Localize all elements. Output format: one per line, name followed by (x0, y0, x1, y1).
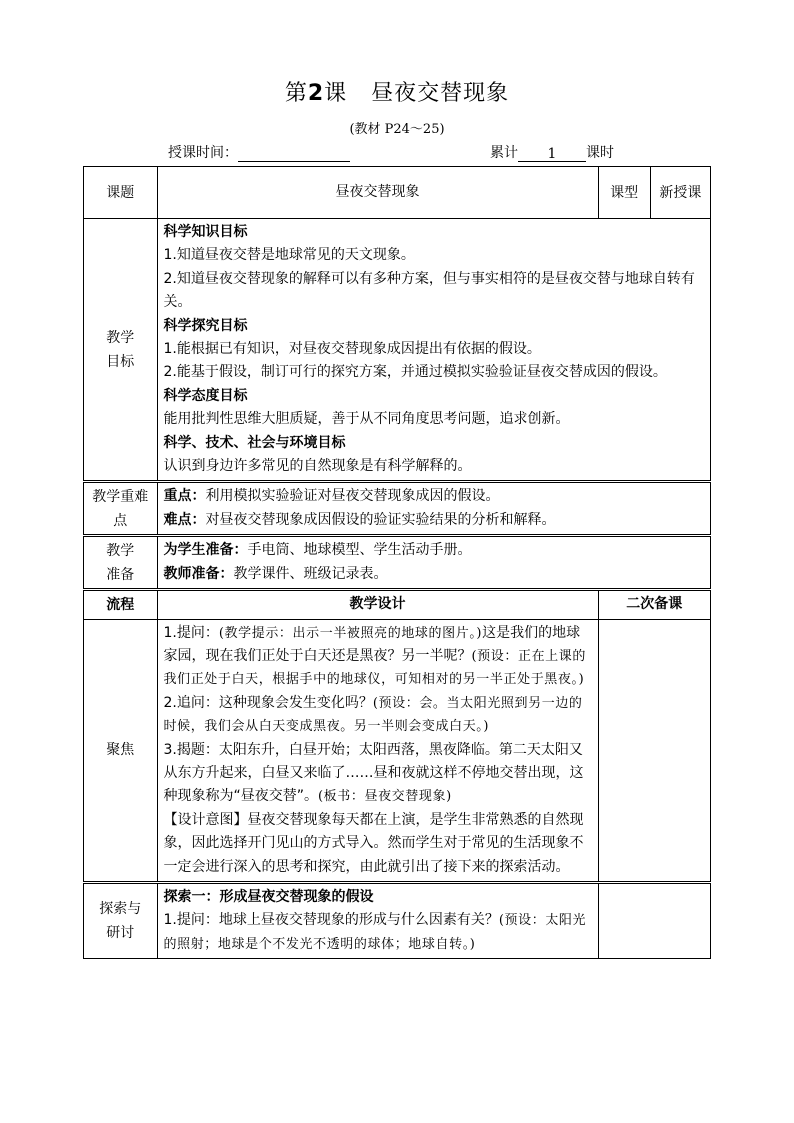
text: 这是我们的地球家园，现在我们正处于白天还是黑夜？另一半呢？ (163, 624, 581, 664)
explore-stage-label: 探索与研讨 (84, 882, 158, 958)
count-field: 1 (518, 146, 586, 162)
focus-para-1 (164, 622, 592, 692)
second-prep-header: 二次备课 (598, 590, 710, 619)
text: 1.提问：地球上昼夜交替现象的形成与什么因素有关？ (163, 912, 499, 929)
explore-para-1 (164, 909, 592, 956)
time-label: 授课时间： (168, 145, 238, 161)
goals-content (157, 219, 711, 482)
goal-heading-attitude: 科学态度目标 (163, 387, 248, 404)
intent-label: 【设计意图】 (163, 811, 248, 828)
topic-value: 昼夜交替现象 (157, 167, 598, 219)
focus-label: 重点： (163, 488, 206, 505)
goal-item: 能用批判性思维大胆质疑，善于从不同角度思考问题，追求创新。 (163, 411, 570, 428)
design-header: 教学设计 (157, 590, 598, 619)
lesson-name: 昼夜交替现象 (371, 81, 510, 106)
lesson-number: 2 (307, 81, 325, 106)
teacher-prep-text: 教学课件、班级记录表。 (233, 565, 388, 582)
difficulty-text: 对昼夜交替现象成因假设的验证实验结果的分析和解释。 (205, 511, 556, 528)
focus-stage-label: 聚焦 (84, 619, 158, 882)
row-focus (84, 619, 711, 882)
goal-item: 1.能根据已有知识，对昼夜交替现象成因提出有依据的假设。 (163, 341, 541, 358)
lesson-suffix: 课 (324, 81, 348, 106)
goal-item: 2.能基于假设，制订可行的探究方案，并通过模拟实验验证昼夜交替成因的假设。 (163, 364, 667, 381)
topic-label: 课题 (84, 167, 158, 219)
student-prep-text: 手电筒、地球模型、学生活动手册。 (247, 542, 472, 559)
text: 1.提问： (163, 624, 219, 641)
goal-heading-stse: 科学、技术、社会与环境目标 (163, 434, 346, 451)
preset-note: (预设：会。当太阳光照到另一边的时候，我们会从白天变成黑夜。另一半则会变成白天。) (163, 695, 583, 735)
row-goals (84, 219, 711, 482)
focus-text: 利用模拟实验验证对昼夜交替现象成因的假设。 (205, 488, 500, 505)
difficulty-line (164, 509, 705, 532)
goal-item: 认识到身边许多常见的自然现象是有科学解释的。 (163, 458, 472, 475)
second-prep-cell (598, 882, 710, 958)
board-note: (板书：昼夜交替现象) (318, 789, 452, 805)
prep-label: 教学准备 (84, 536, 158, 590)
second-prep-cell (598, 619, 710, 882)
prep-content (157, 536, 711, 590)
teaching-note: (教学提示：出示一半被照亮的地球的图片。) (218, 625, 483, 641)
lesson-plan-table (83, 166, 711, 959)
explore-content (157, 882, 598, 958)
keypoints-label: 教学重难点 (84, 482, 158, 536)
lesson-prefix: 第 (284, 81, 308, 106)
goal-item: 2.知道昼夜交替现象的解释可以有多种方案，但与事实相符的是昼夜交替与地球自转有关。 (163, 270, 695, 311)
design-intent (164, 809, 592, 879)
text: 2.追问：这种现象会发生变化吗？ (163, 694, 373, 711)
goals-label: 教学目标 (84, 219, 158, 482)
focus-line (164, 485, 705, 508)
goal-item: 1.知道昼夜交替是地球常见的天文现象。 (163, 247, 415, 264)
student-prep-label: 为学生准备： (163, 542, 248, 559)
preset-note: (预设：正在上课的我们正处于白天，根据手中的地球仪，可知相对的另一半正处于黑夜。) (163, 648, 586, 688)
student-prep-line (164, 539, 705, 562)
count-unit: 课时 (586, 145, 614, 161)
text: 3.揭题：太阳东升，白昼开始；太阳西落，黑夜降临。第二天太阳又从东方升起来，白昼又来临了……昼和夜就这样不停地交替出现，这种现象称为“昼夜交替”。 (163, 741, 584, 805)
row-keypoints (84, 482, 711, 536)
teacher-prep-line (164, 563, 705, 586)
type-label: 课型 (598, 167, 650, 219)
difficulty-label: 难点： (163, 511, 206, 528)
textbook-pages: (教材 P24～25) (349, 122, 445, 137)
count-label: 累计 (490, 145, 518, 161)
row-header (84, 590, 711, 619)
teacher-prep-label: 教师准备： (163, 565, 234, 582)
focus-para-2 (164, 692, 592, 739)
row-prep (84, 536, 711, 590)
goal-heading-knowledge: 科学知识目标 (163, 224, 248, 240)
row-topic (84, 167, 711, 219)
teaching-time (168, 142, 350, 162)
explore-heading: 探索一：形成昼夜交替现象的假设 (163, 888, 374, 905)
focus-content (157, 619, 598, 882)
flow-header: 流程 (84, 590, 158, 619)
preset-note: (预设：太阳光的照射；地球是个不发光不透明的球体；地球自转。) (163, 913, 587, 952)
type-value: 新授课 (650, 167, 710, 219)
time-field (238, 146, 350, 162)
lesson-title (0, 76, 794, 107)
row-explore (84, 882, 711, 958)
goal-heading-inquiry: 科学探究目标 (163, 317, 248, 334)
focus-para-3 (164, 739, 592, 809)
intent-text: 昼夜交替现象每天都在上演，是学生非常熟悉的自然现象，因此选择开门见山的方式导入。然而学生对于常见的生活现象不一定会进行深入的思考和探究，由此就引出了接下来的探索活动。 (163, 811, 584, 875)
keypoints-content (157, 482, 711, 536)
lesson-count (490, 142, 614, 162)
